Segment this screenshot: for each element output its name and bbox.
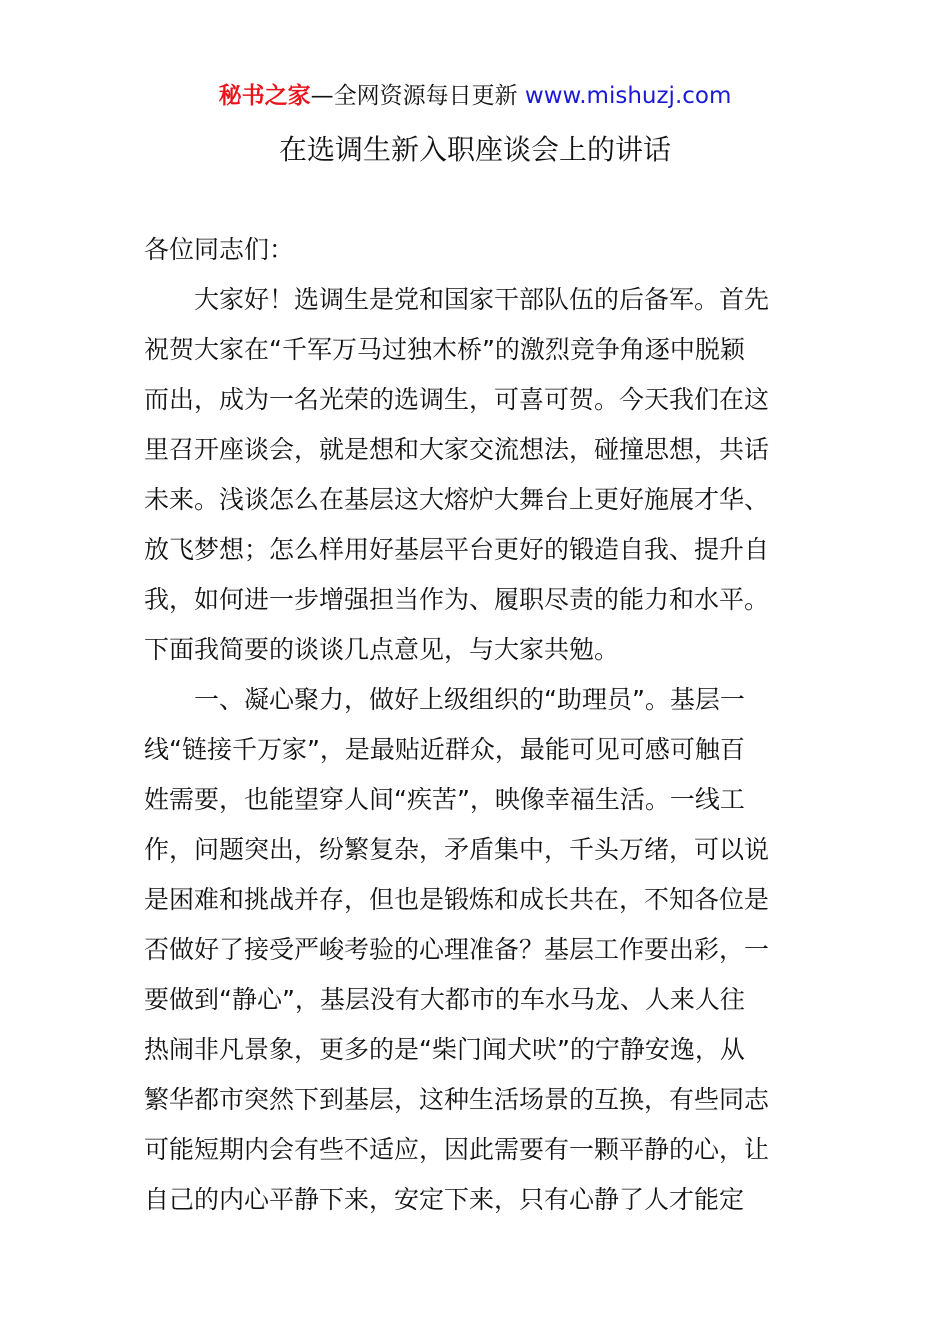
paragraph-line: 热闹非凡景象，更多的是“柴门闻犬吠”的宁静安逸，从 — [144, 1035, 745, 1064]
paragraph-line: 大家好！选调生是党和国家干部队伍的后备军。首先 — [194, 285, 770, 314]
paragraph-line: 否做好了接受严峻考验的心理准备？基层工作要出彩，一 — [144, 935, 770, 964]
paragraph-line: 可能短期内会有些不适应，因此需要有一颗平静的心，让 — [144, 1135, 770, 1164]
document-body — [144, 225, 809, 1225]
paragraph-line: 是困难和挑战并存，但也是锻炼和成长共在，不知各位是 — [144, 885, 770, 914]
header-tagline: —全网资源每日更新 — [310, 83, 518, 109]
paragraph-line: 姓需要，也能望穿人间“疾苦”，映像幸福生活。一线工 — [144, 785, 745, 814]
paragraph-line: 未来。浅谈怎么在基层这大熔炉大舞台上更好施展才华、 — [144, 485, 770, 514]
document-title: 在选调生新入职座谈会上的讲话 — [278, 133, 671, 166]
paragraph-line: 线“链接千万家”，是最贴近群众，最能可见可感可触百 — [144, 735, 745, 764]
site-header — [0, 80, 950, 112]
paragraph-line: 一、凝心聚力，做好上级组织的“助理员”。基层一 — [194, 685, 745, 714]
paragraph-line: 下面我简要的谈谈几点意见，与大家共勉。 — [144, 635, 620, 664]
paragraph-line: 而出，成为一名光荣的选调生，可喜可贺。今天我们在这 — [144, 385, 770, 414]
paragraph-line: 要做到“静心”，基层没有大都市的车水马龙、人来人往 — [144, 985, 745, 1014]
paragraph-line: 祝贺大家在“千军万马过独木桥”的激烈竞争角逐中脱颖 — [144, 335, 745, 364]
brand-name: 秘书之家 — [218, 83, 311, 109]
paragraph-line: 里召开座谈会，就是想和大家交流想法，碰撞思想，共话 — [144, 435, 770, 464]
paragraph-line: 我，如何进一步增强担当作为、履职尽责的能力和水平。 — [144, 585, 770, 614]
site-url[interactable]: www.mishuzj.com — [524, 83, 732, 109]
paragraph-line: 繁华都市突然下到基层，这种生活场景的互换，有些同志 — [144, 1085, 770, 1114]
salutation: 各位同志们： — [144, 235, 295, 264]
paragraph-line: 放飞梦想；怎么样用好基层平台更好的锻造自我、提升自 — [144, 535, 770, 564]
paragraph-line: 自己的内心平静下来，安定下来，只有心静了人才能定 — [144, 1185, 745, 1214]
paragraph-line: 作，问题突出，纷繁复杂，矛盾集中，千头万绪，可以说 — [144, 835, 770, 864]
